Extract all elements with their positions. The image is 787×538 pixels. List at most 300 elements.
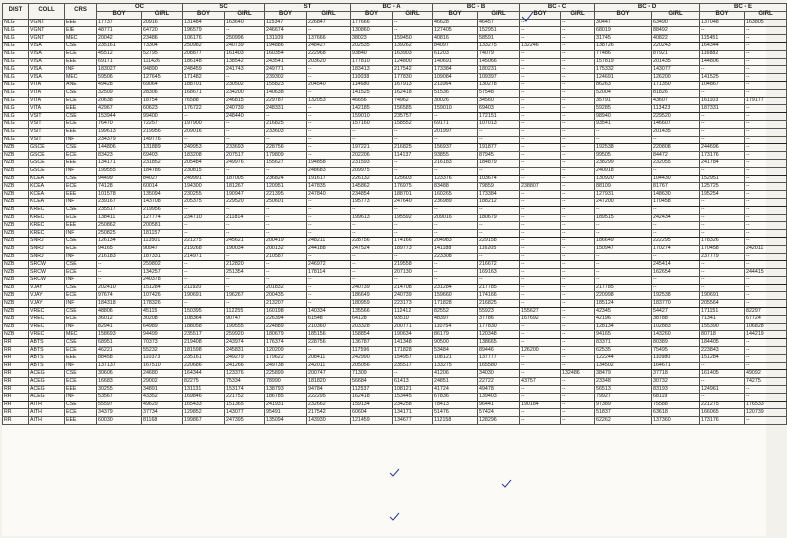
- table-cell-rank: 164344: [183, 370, 225, 378]
- table-row: [3, 230, 787, 238]
- table-cell-rank: --: [520, 167, 561, 175]
- table-cell-rank: 48397: [433, 315, 478, 323]
- table-cell-rank: 241784: [700, 159, 745, 167]
- table-cell-rank: 104430: [652, 175, 700, 183]
- table-cell-rank: 88109: [595, 183, 652, 191]
- header-crs: CRS: [65, 4, 97, 20]
- table-cell-rank: 30606: [97, 370, 142, 378]
- table-cell-rank: 41724: [433, 386, 478, 394]
- table-cell-rank: 106176: [183, 35, 225, 43]
- table-cell-rank: 38479: [595, 370, 652, 378]
- table-cell-code: NZB: [3, 245, 29, 253]
- table-row: [3, 378, 787, 386]
- table-cell-rank: --: [700, 284, 745, 292]
- table-cell-rank: 205056: [351, 362, 393, 370]
- table-cell-rank: 124961: [700, 386, 745, 394]
- table-cell-rank: 103674: [478, 175, 520, 183]
- table-cell-rank: 156585: [393, 105, 433, 113]
- table-row: [3, 370, 787, 378]
- table-cell-rank: 205564: [700, 300, 745, 308]
- table-cell-rank: --: [561, 58, 595, 66]
- table-cell-rank: 151365: [225, 401, 265, 409]
- table-cell-rank: --: [393, 128, 433, 136]
- table-cell-rank: 110754: [433, 323, 478, 331]
- table-cell-code: ABTS: [29, 347, 65, 355]
- table-cell-rank: 56513: [595, 386, 652, 394]
- table-cell-rank: 209016: [183, 128, 225, 136]
- table-cell-rank: --: [351, 222, 393, 230]
- table-cell-rank: 209975: [351, 167, 393, 175]
- table-cell-rank: 235161: [97, 42, 142, 50]
- table-cell-rank: 162418: [393, 89, 433, 97]
- table-cell-rank: 175332: [595, 66, 652, 74]
- table-cell-code: MEC: [65, 35, 97, 43]
- table-cell-rank: --: [745, 206, 787, 214]
- table-cell-rank: 243541: [265, 58, 307, 66]
- table-cell-rank: 68119: [652, 393, 700, 401]
- table-cell-rank: --: [225, 136, 265, 144]
- table-cell-rank: 136787: [351, 339, 393, 347]
- table-cell-rank: --: [745, 198, 787, 206]
- table-cell-rank: --: [745, 347, 787, 355]
- table-cell-rank: 30732: [652, 378, 700, 386]
- table-cell-rank: 108364: [183, 315, 225, 323]
- table-cell-rank: --: [478, 230, 520, 238]
- table-cell-rank: --: [520, 284, 561, 292]
- table-cell-rank: 228756: [351, 237, 393, 245]
- table-cell-code: VSIT: [29, 113, 65, 121]
- table-cell-rank: --: [307, 253, 351, 261]
- table-cell-rank: --: [307, 27, 351, 35]
- table-cell-rank: 161403: [225, 50, 265, 58]
- table-cell-rank: 30208: [142, 315, 183, 323]
- table-cell-rank: 179809: [265, 152, 307, 160]
- table-cell-rank: --: [745, 362, 787, 370]
- table-cell-code: INF: [65, 276, 97, 284]
- table-cell-rank: 221395: [265, 191, 307, 199]
- table-cell-rank: --: [307, 66, 351, 74]
- table-cell-rank: --: [561, 261, 595, 269]
- table-cell-rank: 161103: [700, 97, 745, 105]
- table-cell-rank: 135094: [142, 191, 183, 199]
- table-row: [3, 300, 787, 308]
- table-cell-rank: 199555: [97, 167, 142, 175]
- table-cell-rank: 163805: [745, 19, 787, 27]
- table-cell-rank: 176533: [745, 401, 787, 409]
- table-cell-code: ACEG: [29, 378, 65, 386]
- table-cell-rank: --: [478, 222, 520, 230]
- table-cell-rank: 200435: [265, 292, 307, 300]
- table-cell-rank: --: [745, 152, 787, 160]
- table-cell-rank: --: [561, 339, 595, 347]
- table-cell-code: ABTS: [29, 339, 65, 347]
- table-cell-code: INF: [65, 253, 97, 261]
- table-cell-rank: 134502: [595, 362, 652, 370]
- table-cell-code: RR: [3, 339, 29, 347]
- table-cell-rank: 87945: [478, 152, 520, 160]
- table-cell-rank: --: [745, 144, 787, 152]
- table-cell-rank: 250825: [97, 230, 142, 238]
- table-cell-rank: 124800: [393, 58, 433, 66]
- table-cell-rank: 158854: [351, 331, 393, 339]
- table-cell-rank: --: [520, 66, 561, 74]
- table-row: [3, 245, 787, 253]
- table-cell-rank: --: [520, 300, 561, 308]
- table-cell-rank: 190691: [700, 292, 745, 300]
- table-cell-code: RR: [3, 370, 29, 378]
- table-cell-rank: 53484: [433, 347, 478, 355]
- header-dist: DIST: [3, 4, 29, 20]
- table-cell-rank: 52795: [142, 50, 183, 58]
- table-cell-rank: 190184: [520, 401, 561, 409]
- header-bc-b: BC - B: [433, 4, 520, 12]
- table-cell-rank: --: [307, 105, 351, 113]
- table-cell-rank: 211814: [225, 214, 265, 222]
- table-cell-rank: 107013: [478, 120, 520, 128]
- table-cell-rank: 127405: [433, 27, 478, 35]
- table-cell-code: CSE: [65, 206, 97, 214]
- table-cell-rank: --: [520, 128, 561, 136]
- table-cell-rank: 145862: [351, 183, 393, 191]
- table-cell-code: ECE: [65, 269, 97, 277]
- table-cell-rank: 29002: [142, 378, 183, 386]
- table-cell-rank: 185124: [595, 300, 652, 308]
- table-cell-rank: --: [183, 113, 225, 121]
- table-cell-rank: --: [478, 128, 520, 136]
- table-cell-code: RR: [3, 347, 29, 355]
- table-cell-rank: 75588: [652, 401, 700, 409]
- table-cell-rank: 217785: [595, 284, 652, 292]
- table-cell-rank: 249953: [183, 144, 225, 152]
- table-cell-code: CSE: [65, 339, 97, 347]
- table-cell-rank: --: [652, 167, 700, 175]
- table-cell-code: ECE: [65, 245, 97, 253]
- table-cell-rank: --: [745, 417, 787, 425]
- table-cell-code: VGNT: [29, 35, 65, 43]
- table-cell-rank: --: [595, 269, 652, 277]
- pen-tick-mark: [502, 480, 511, 487]
- table-cell-code: NZB: [3, 261, 29, 269]
- table-cell-rank: 222968: [307, 50, 351, 58]
- table-cell-rank: 107426: [142, 292, 183, 300]
- table-cell-rank: --: [745, 354, 787, 362]
- table-cell-rank: 247395: [225, 417, 265, 425]
- table-cell-rank: 143077: [225, 409, 265, 417]
- table-cell-rank: 83423: [97, 152, 142, 160]
- table-cell-rank: 200581: [142, 222, 183, 230]
- table-cell-rank: 134677: [393, 417, 433, 425]
- table-cell-code: EEE: [65, 191, 97, 199]
- table-cell-rank: 232055: [652, 159, 700, 167]
- table-cell-rank: 237779: [700, 253, 745, 261]
- table-cell-code: ECE: [65, 50, 97, 58]
- table-cell-rank: --: [745, 27, 787, 35]
- table-cell-rank: 171151: [700, 308, 745, 316]
- table-cell-rank: 170274: [652, 245, 700, 253]
- table-cell-rank: --: [745, 159, 787, 167]
- table-row: [3, 393, 787, 401]
- table-cell-code: NZB: [3, 152, 29, 160]
- table-cell-rank: 199613: [351, 214, 393, 222]
- table-cell-code: EEE: [65, 386, 97, 394]
- table-cell-rank: 246815: [225, 97, 265, 105]
- table-cell-rank: 248427: [307, 42, 351, 50]
- table-cell-rank: 190691: [183, 292, 225, 300]
- table-cell-rank: 235161: [183, 354, 225, 362]
- table-cell-rank: 74275: [745, 378, 787, 386]
- table-cell-rank: --: [520, 323, 561, 331]
- table-cell-rank: 49428: [97, 81, 142, 89]
- table-cell-rank: --: [561, 42, 595, 50]
- table-cell-rank: 160265: [433, 191, 478, 199]
- table-row: [3, 159, 787, 167]
- table-cell-rank: 48806: [97, 308, 142, 316]
- table-cell-rank: 186649: [351, 292, 393, 300]
- table-row: [3, 58, 787, 66]
- table-cell-rank: --: [595, 253, 652, 261]
- table-cell-rank: 244696: [700, 144, 745, 152]
- table-cell-code: INF: [65, 198, 97, 206]
- table-cell-rank: --: [520, 339, 561, 347]
- table-cell-code: INF: [65, 300, 97, 308]
- table-cell-rank: 42967: [97, 105, 142, 113]
- table-cell-rank: 43607: [652, 97, 700, 105]
- table-cell-rank: 216825: [393, 144, 433, 152]
- table-cell-rank: 173176: [700, 152, 745, 160]
- table-cell-rank: --: [478, 206, 520, 214]
- table-cell-rank: 127931: [595, 191, 652, 199]
- header-bc-e: BC - E: [700, 4, 787, 12]
- table-cell-rank: --: [307, 214, 351, 222]
- table-cell-rank: 130278: [478, 81, 520, 89]
- table-cell-rank: --: [433, 276, 478, 284]
- table-cell-rank: --: [561, 230, 595, 238]
- table-cell-rank: --: [520, 230, 561, 238]
- table-row: [3, 214, 787, 222]
- table-cell-rank: 143077: [652, 66, 700, 74]
- table-cell-rank: 133275: [478, 42, 520, 50]
- table-cell-rank: 219268: [183, 245, 225, 253]
- table-cell-rank: 181267: [225, 183, 265, 191]
- table-cell-rank: --: [393, 253, 433, 261]
- table-cell-rank: 67836: [433, 393, 478, 401]
- table-cell-code: NLG: [3, 27, 29, 35]
- table-cell-rank: --: [520, 417, 561, 425]
- table-cell-rank: 24680: [142, 370, 183, 378]
- table-cell-rank: --: [520, 214, 561, 222]
- table-cell-rank: --: [520, 354, 561, 362]
- table-cell-rank: 93541: [595, 120, 652, 128]
- table-cell-rank: --: [745, 128, 787, 136]
- table-cell-rank: 230255: [183, 191, 225, 199]
- table-cell-rank: 158693: [97, 331, 142, 339]
- table-cell-rank: 216183: [433, 159, 478, 167]
- table-cell-rank: 159010: [433, 105, 478, 113]
- table-cell-rank: 51536: [433, 89, 478, 97]
- table-cell-rank: 226847: [307, 19, 351, 27]
- table-cell-rank: 216825: [265, 120, 307, 128]
- table-cell-rank: 244415: [745, 269, 787, 277]
- table-cell-code: VREC: [29, 323, 65, 331]
- table-cell-rank: 194300: [183, 183, 225, 191]
- table-cell-rank: 228756: [265, 144, 307, 152]
- table-cell-rank: 57548: [478, 89, 520, 97]
- table-cell-rank: 76588: [183, 97, 225, 105]
- table-cell-rank: 159450: [393, 35, 433, 43]
- table-cell-rank: 117596: [351, 347, 393, 355]
- table-cell-rank: 138411: [97, 214, 142, 222]
- table-cell-rank: 94499: [97, 175, 142, 183]
- table-cell-rank: 188701: [393, 191, 433, 199]
- table-cell-rank: --: [561, 284, 595, 292]
- table-cell-rank: 132486: [561, 370, 595, 378]
- table-cell-rank: --: [520, 120, 561, 128]
- table-cell-code: KCEA: [29, 198, 65, 206]
- table-cell-rank: 121459: [351, 417, 393, 425]
- table-cell-rank: --: [595, 261, 652, 269]
- table-cell-rank: 209016: [433, 214, 478, 222]
- table-cell-rank: --: [745, 393, 787, 401]
- table-cell-rank: --: [745, 105, 787, 113]
- pen-tick-mark: [390, 469, 399, 476]
- table-cell-rank: --: [433, 136, 478, 144]
- table-cell-rank: 174166: [478, 292, 520, 300]
- table-cell-rank: 173384: [433, 66, 478, 74]
- table-cell-rank: 240739: [225, 105, 265, 113]
- table-cell-rank: --: [307, 276, 351, 284]
- table-cell-rank: --: [433, 167, 478, 175]
- table-cell-rank: 87921: [652, 50, 700, 58]
- table-cell-rank: --: [561, 89, 595, 97]
- table-cell-code: NZB: [3, 253, 29, 261]
- table-cell-rank: 241743: [225, 66, 265, 74]
- header-bc-a: BC - A: [351, 4, 433, 12]
- table-cell-rank: 201997: [433, 128, 478, 136]
- table-cell-rank: 90747: [225, 315, 265, 323]
- table-cell-rank: 38788: [652, 315, 700, 323]
- table-cell-rank: 45512: [97, 50, 142, 58]
- table-cell-code: NLG: [3, 120, 29, 128]
- table-cell-rank: --: [561, 378, 595, 386]
- table-cell-code: NZB: [3, 292, 29, 300]
- table-cell-rank: 216672: [478, 261, 520, 269]
- table-cell-rank: 62262: [595, 417, 652, 425]
- table-cell-rank: 112412: [393, 308, 433, 316]
- table-cell-rank: 194858: [307, 159, 351, 167]
- table-cell-code: KREC: [29, 214, 65, 222]
- table-cell-rank: 93855: [433, 152, 478, 160]
- table-cell-rank: 236989: [433, 198, 478, 206]
- table-cell-code: SNRJ: [29, 237, 65, 245]
- table-cell-rank: 186148: [183, 58, 225, 66]
- table-cell-rank: 125603: [393, 175, 433, 183]
- table-cell-rank: --: [225, 167, 265, 175]
- table-cell-rank: --: [561, 315, 595, 323]
- table-cell-code: NLG: [3, 19, 29, 27]
- table-cell-code: AITH: [29, 401, 65, 409]
- table-cell-code: EIE: [65, 27, 97, 35]
- table-cell-rank: 123376: [225, 370, 265, 378]
- table-cell-rank: 120951: [265, 183, 307, 191]
- table-cell-rank: 122244: [595, 354, 652, 362]
- table-cell-code: EEE: [65, 105, 97, 113]
- table-cell-code: NZB: [3, 230, 29, 238]
- table-cell-rank: 246674: [265, 27, 307, 35]
- table-cell-rank: 236824: [265, 175, 307, 183]
- table-cell-rank: 174166: [393, 237, 433, 245]
- table-cell-rank: --: [561, 362, 595, 370]
- table-cell-rank: --: [561, 120, 595, 128]
- table-cell-rank: --: [307, 113, 351, 121]
- table-cell-rank: 214708: [393, 284, 433, 292]
- table-cell-rank: 37786: [478, 315, 520, 323]
- table-cell-rank: --: [745, 284, 787, 292]
- table-cell-rank: --: [561, 152, 595, 160]
- table-cell-rank: --: [595, 206, 652, 214]
- table-cell-rank: --: [745, 222, 787, 230]
- table-cell-rank: --: [520, 144, 561, 152]
- table-cell-rank: 94784: [307, 386, 351, 394]
- table-cell-code: NZB: [3, 276, 29, 284]
- table-cell-rank: 201832: [265, 284, 307, 292]
- table-cell-rank: 229520: [652, 113, 700, 121]
- table-cell-code: EEE: [65, 222, 97, 230]
- table-cell-rank: --: [520, 74, 561, 82]
- table-cell-rank: --: [307, 74, 351, 82]
- table-cell-rank: 84097: [433, 42, 478, 50]
- table-cell-rank: --: [225, 120, 265, 128]
- table-cell-rank: 167510: [142, 362, 183, 370]
- table-cell-rank: --: [745, 339, 787, 347]
- table-cell-rank: 59506: [97, 74, 142, 82]
- table-cell-rank: 134171: [97, 159, 142, 167]
- table-cell-rank: --: [520, 58, 561, 66]
- table-cell-rank: 130920: [595, 175, 652, 183]
- table-cell-rank: 95491: [265, 409, 307, 417]
- table-cell-rank: --: [307, 144, 351, 152]
- table-row: [3, 323, 787, 331]
- table-cell-rank: 160198: [265, 308, 307, 316]
- table-cell-rank: --: [520, 50, 561, 58]
- table-cell-code: CSE: [65, 237, 97, 245]
- table-cell-rank: --: [745, 292, 787, 300]
- table-cell-rank: 226132: [351, 175, 393, 183]
- table-cell-code: NZB: [3, 237, 29, 245]
- table-row: [3, 42, 787, 50]
- table-cell-code: ECE: [65, 378, 97, 386]
- header-bcb-girl: GIRL: [478, 11, 520, 19]
- table-cell-rank: 245414: [652, 261, 700, 269]
- table-body: [3, 19, 787, 424]
- table-cell-rank: 99505: [595, 152, 652, 160]
- table-cell-rank: 132246: [520, 42, 561, 50]
- table-cell-rank: 30447: [595, 19, 652, 27]
- table-cell-code: CSE: [65, 401, 97, 409]
- header-bca-boy: BOY: [351, 11, 393, 19]
- table-cell-rank: --: [561, 409, 595, 417]
- table-cell-rank: 164671: [652, 362, 700, 370]
- table-cell-rank: --: [225, 206, 265, 214]
- table-cell-rank: --: [561, 66, 595, 74]
- table-cell-rank: 137048: [700, 19, 745, 27]
- table-cell-rank: 146607: [652, 120, 700, 128]
- table-cell-rank: 189773: [393, 245, 433, 253]
- table-cell-rank: 226394: [265, 315, 307, 323]
- table-cell-rank: 75495: [652, 347, 700, 355]
- pen-tick-mark: [390, 513, 399, 520]
- table-cell-rank: 70373: [142, 339, 183, 347]
- table-cell-rank: 55232: [142, 347, 183, 355]
